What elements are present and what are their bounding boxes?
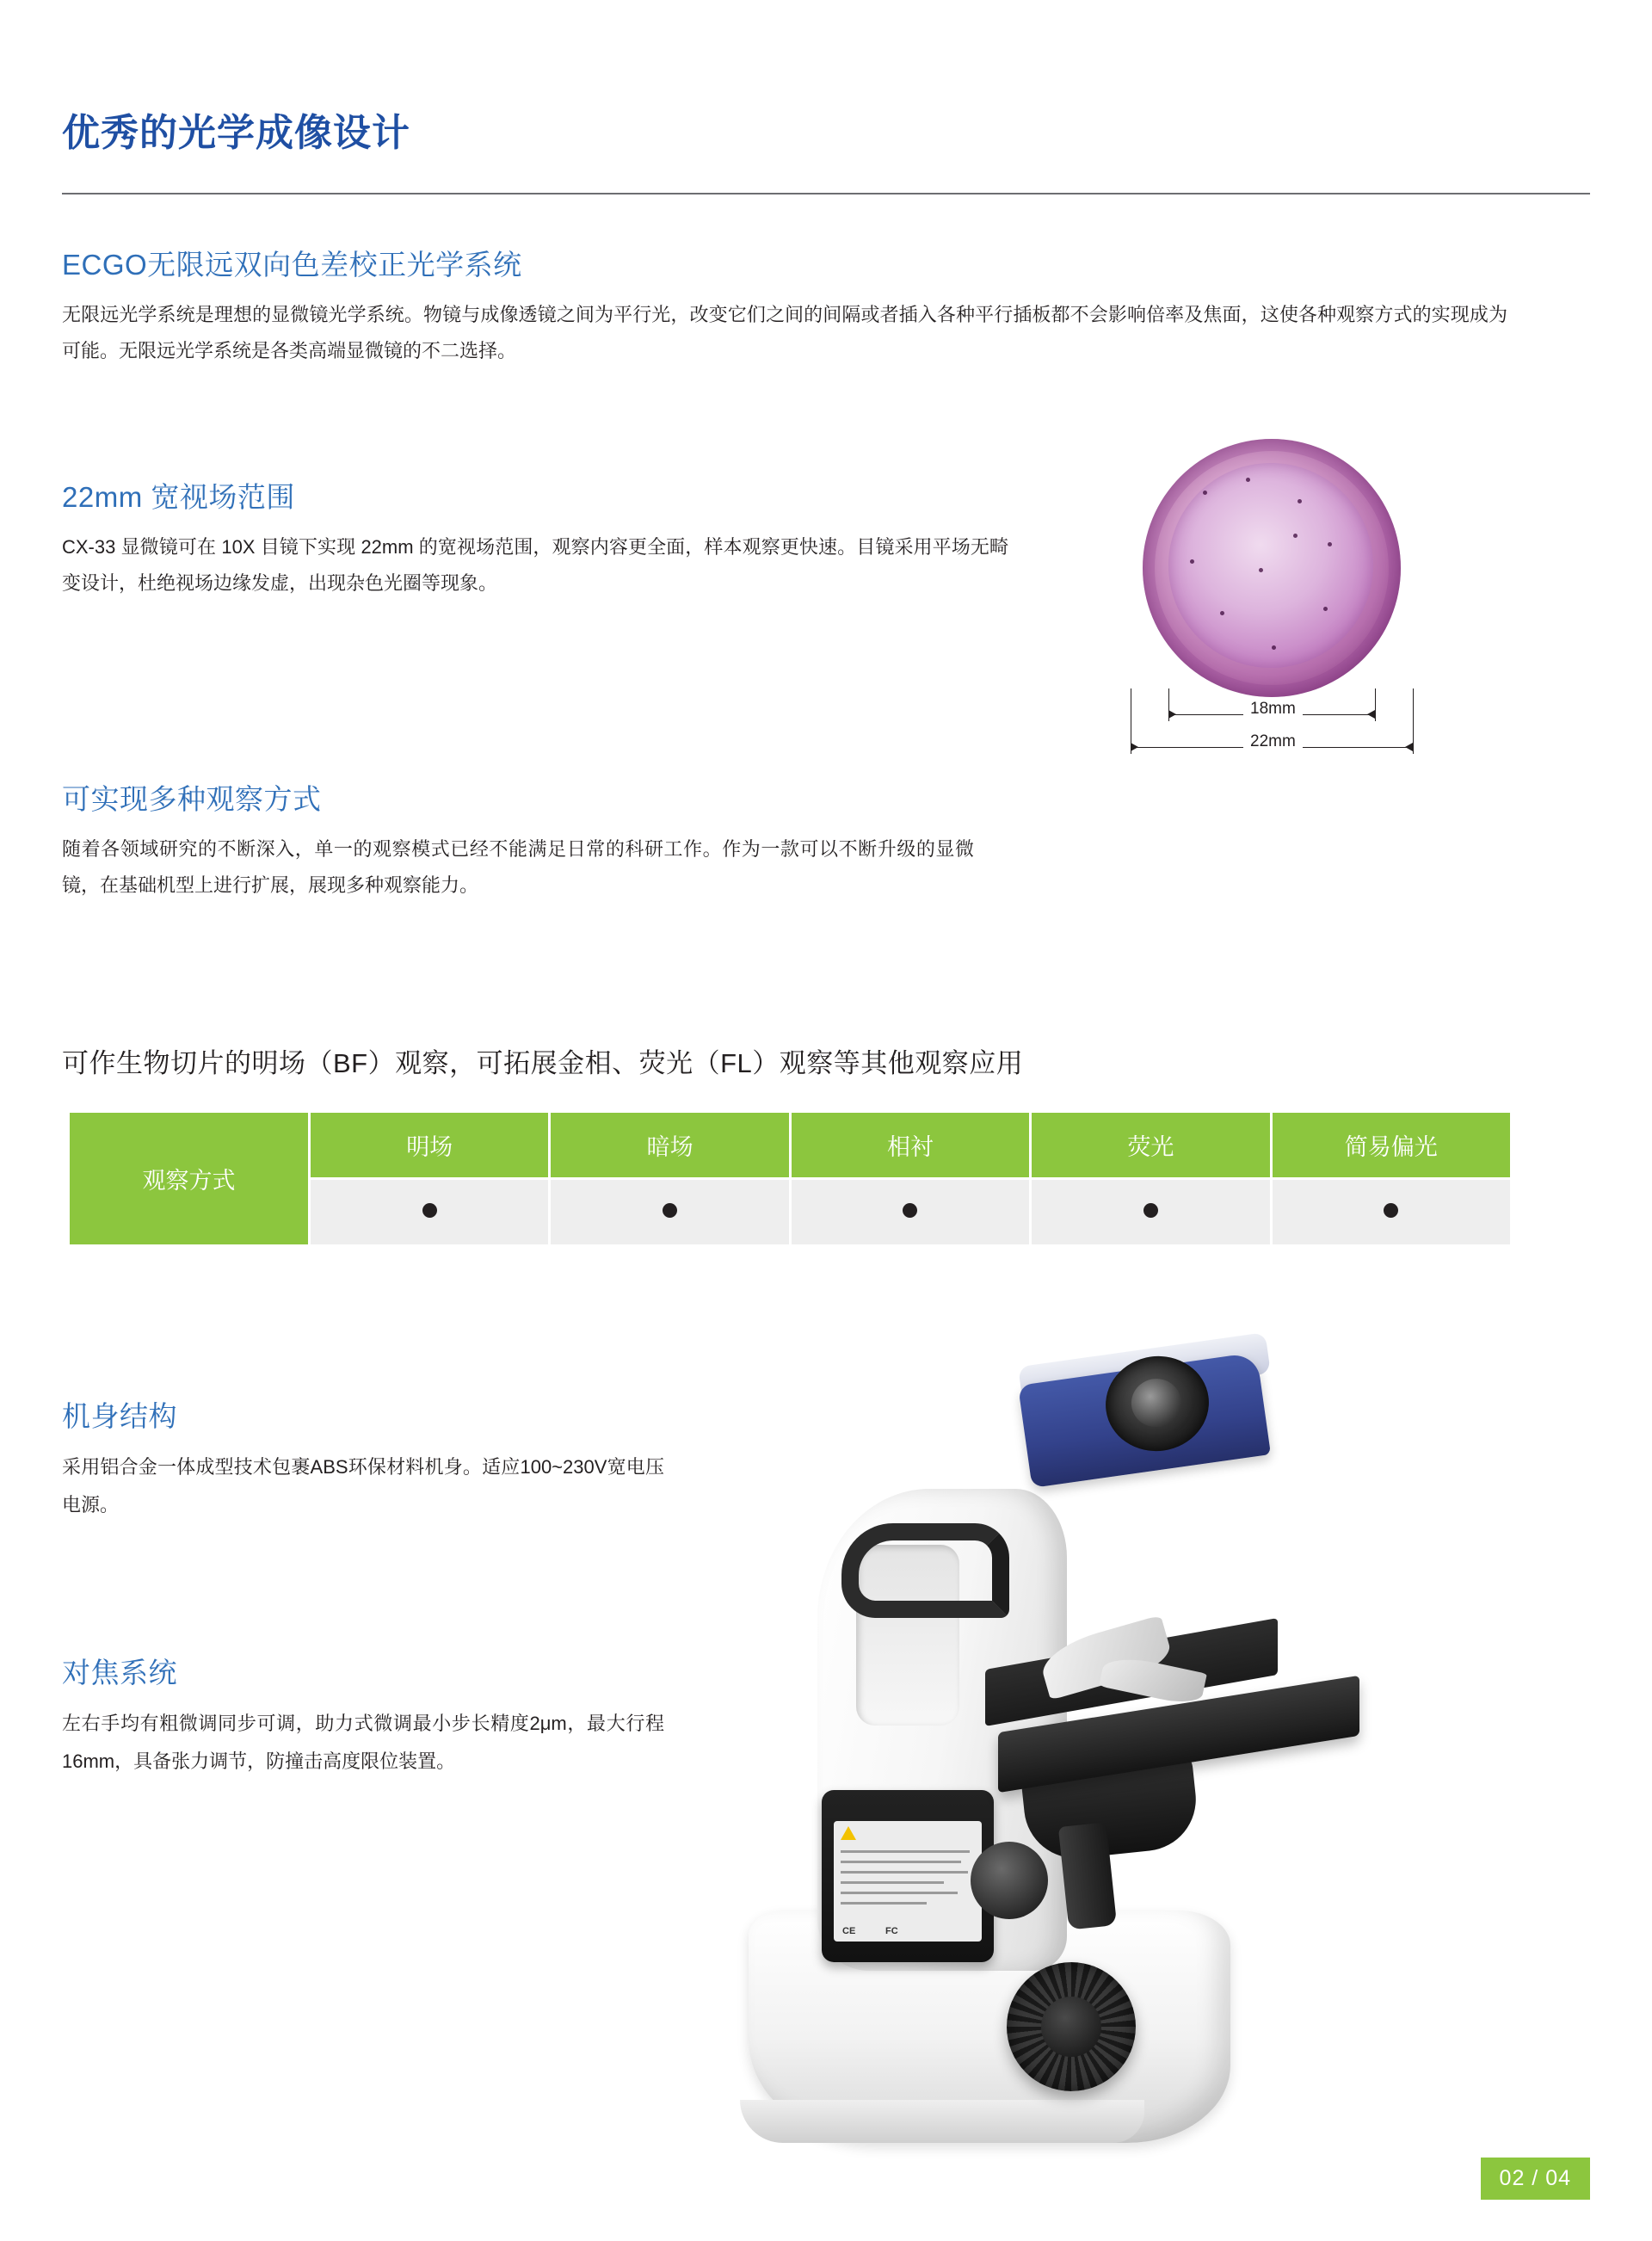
tick-outer-right: [1413, 688, 1414, 754]
field-of-view-figure: [1119, 430, 1428, 792]
arrow-inner-left: [1168, 710, 1176, 719]
table-cell-phasecontrast: [790, 1179, 1030, 1246]
table-col-header-brightfield: 明场: [310, 1112, 550, 1179]
table-row-header-label: 观察方式: [69, 1112, 310, 1246]
section-body-optics: 无限远光学系统是理想的显微镜光学系统。物镜与成像透镜之间为平行光，改变它们之间的间隔或者插入各种平行插板都不会影响倍率及焦面，这使各种观察方式的实现成为可能。无限远光学系统是各类高端显微镜的不二选择。: [62, 304, 1507, 361]
microscope-lamp-housing: [822, 1790, 994, 1962]
observation-methods-table: [67, 1110, 1513, 1247]
table-col-header-polarization: 简易偏光: [1271, 1112, 1511, 1179]
microscope-foot: [740, 2100, 1144, 2143]
table-col-header-fluorescence: 荧光: [1031, 1112, 1271, 1179]
warning-triangle-icon: [841, 1826, 856, 1840]
section-heading-modes: 可实现多种观察方式: [62, 783, 322, 815]
table-row-headers: [69, 1112, 1512, 1179]
cell-rim: [1143, 439, 1401, 697]
support-dot-icon: [663, 1203, 677, 1218]
table-col-header-darkfield: 暗场: [550, 1112, 790, 1179]
support-dot-icon: [903, 1203, 917, 1218]
specimen-cell-image: [1143, 439, 1401, 697]
tick-inner-right: [1375, 688, 1376, 721]
page-title: 优秀的光学成像设计: [62, 112, 410, 154]
section-heading-optics: ECGO无限远双向色差校正光学系统: [62, 249, 522, 281]
table-caption: 可作生物切片的明场（BF）观察，可拓展金相、荧光（FL）观察等其他观察应用: [62, 1048, 1024, 1078]
table-cell-fluorescence: [1031, 1179, 1271, 1246]
table-cell-brightfield: [310, 1179, 550, 1246]
section-heading-focus-system: 对焦系统: [62, 1657, 177, 1688]
support-dot-icon: [1384, 1203, 1398, 1218]
table-cell-polarization: [1271, 1179, 1511, 1246]
table-col-header-phasecontrast: 相衬: [790, 1112, 1030, 1179]
arrow-outer-right: [1405, 743, 1413, 751]
section-heading-body-structure: 机身结构: [62, 1400, 177, 1432]
table-cell-darkfield: [550, 1179, 790, 1246]
label-outer-22mm: 22mm: [1243, 732, 1303, 751]
arrow-outer-left: [1131, 743, 1138, 751]
label-inner-18mm: 18mm: [1243, 700, 1303, 719]
section-body-modes: 随着各领域研究的不断深入，单一的观察模式已经不能满足日常的科研工作。作为一款可以不断升级的显微镜，在基础机型上进行扩展，展现多种观察能力。: [62, 838, 974, 896]
section-body-focus-system: 左右手均有粗微调同步可调，助力式微调最小步长精度2μm，最大行程16mm，具备张力调节，防撞击高度限位装置。: [62, 1713, 664, 1772]
support-dot-icon: [1143, 1203, 1158, 1218]
support-dot-icon: [422, 1203, 437, 1218]
section-body-fov: CX-33 显微镜可在 10X 目镜下实现 22mm 的宽视场范围，观察内容更全面，样本观察更快速。目镜采用平场无畸变设计，杜绝视场边缘发虚，出现杂色光圈等现象。: [62, 536, 1008, 594]
rohs-mark-icon: FC: [885, 1926, 898, 1936]
microscope-coarse-focus-knob: [1007, 1962, 1136, 2091]
microscope-product-image: [740, 1360, 1549, 2160]
title-divider: [62, 193, 1590, 194]
microscope-warning-label: [834, 1821, 982, 1942]
ce-mark-icon: CE: [842, 1926, 856, 1936]
page-number-badge: 02 / 04: [1481, 2158, 1590, 2200]
microscope-fine-focus-knob: [971, 1842, 1048, 1919]
section-heading-fov: 22mm 宽视场范围: [62, 481, 295, 513]
microscope-carry-handle: [841, 1523, 1009, 1618]
section-body-body-structure: 采用铝合金一体成型技术包裹ABS环保材料机身。适应100~230V宽电压电源。: [62, 1456, 664, 1516]
arrow-inner-right: [1367, 710, 1375, 719]
